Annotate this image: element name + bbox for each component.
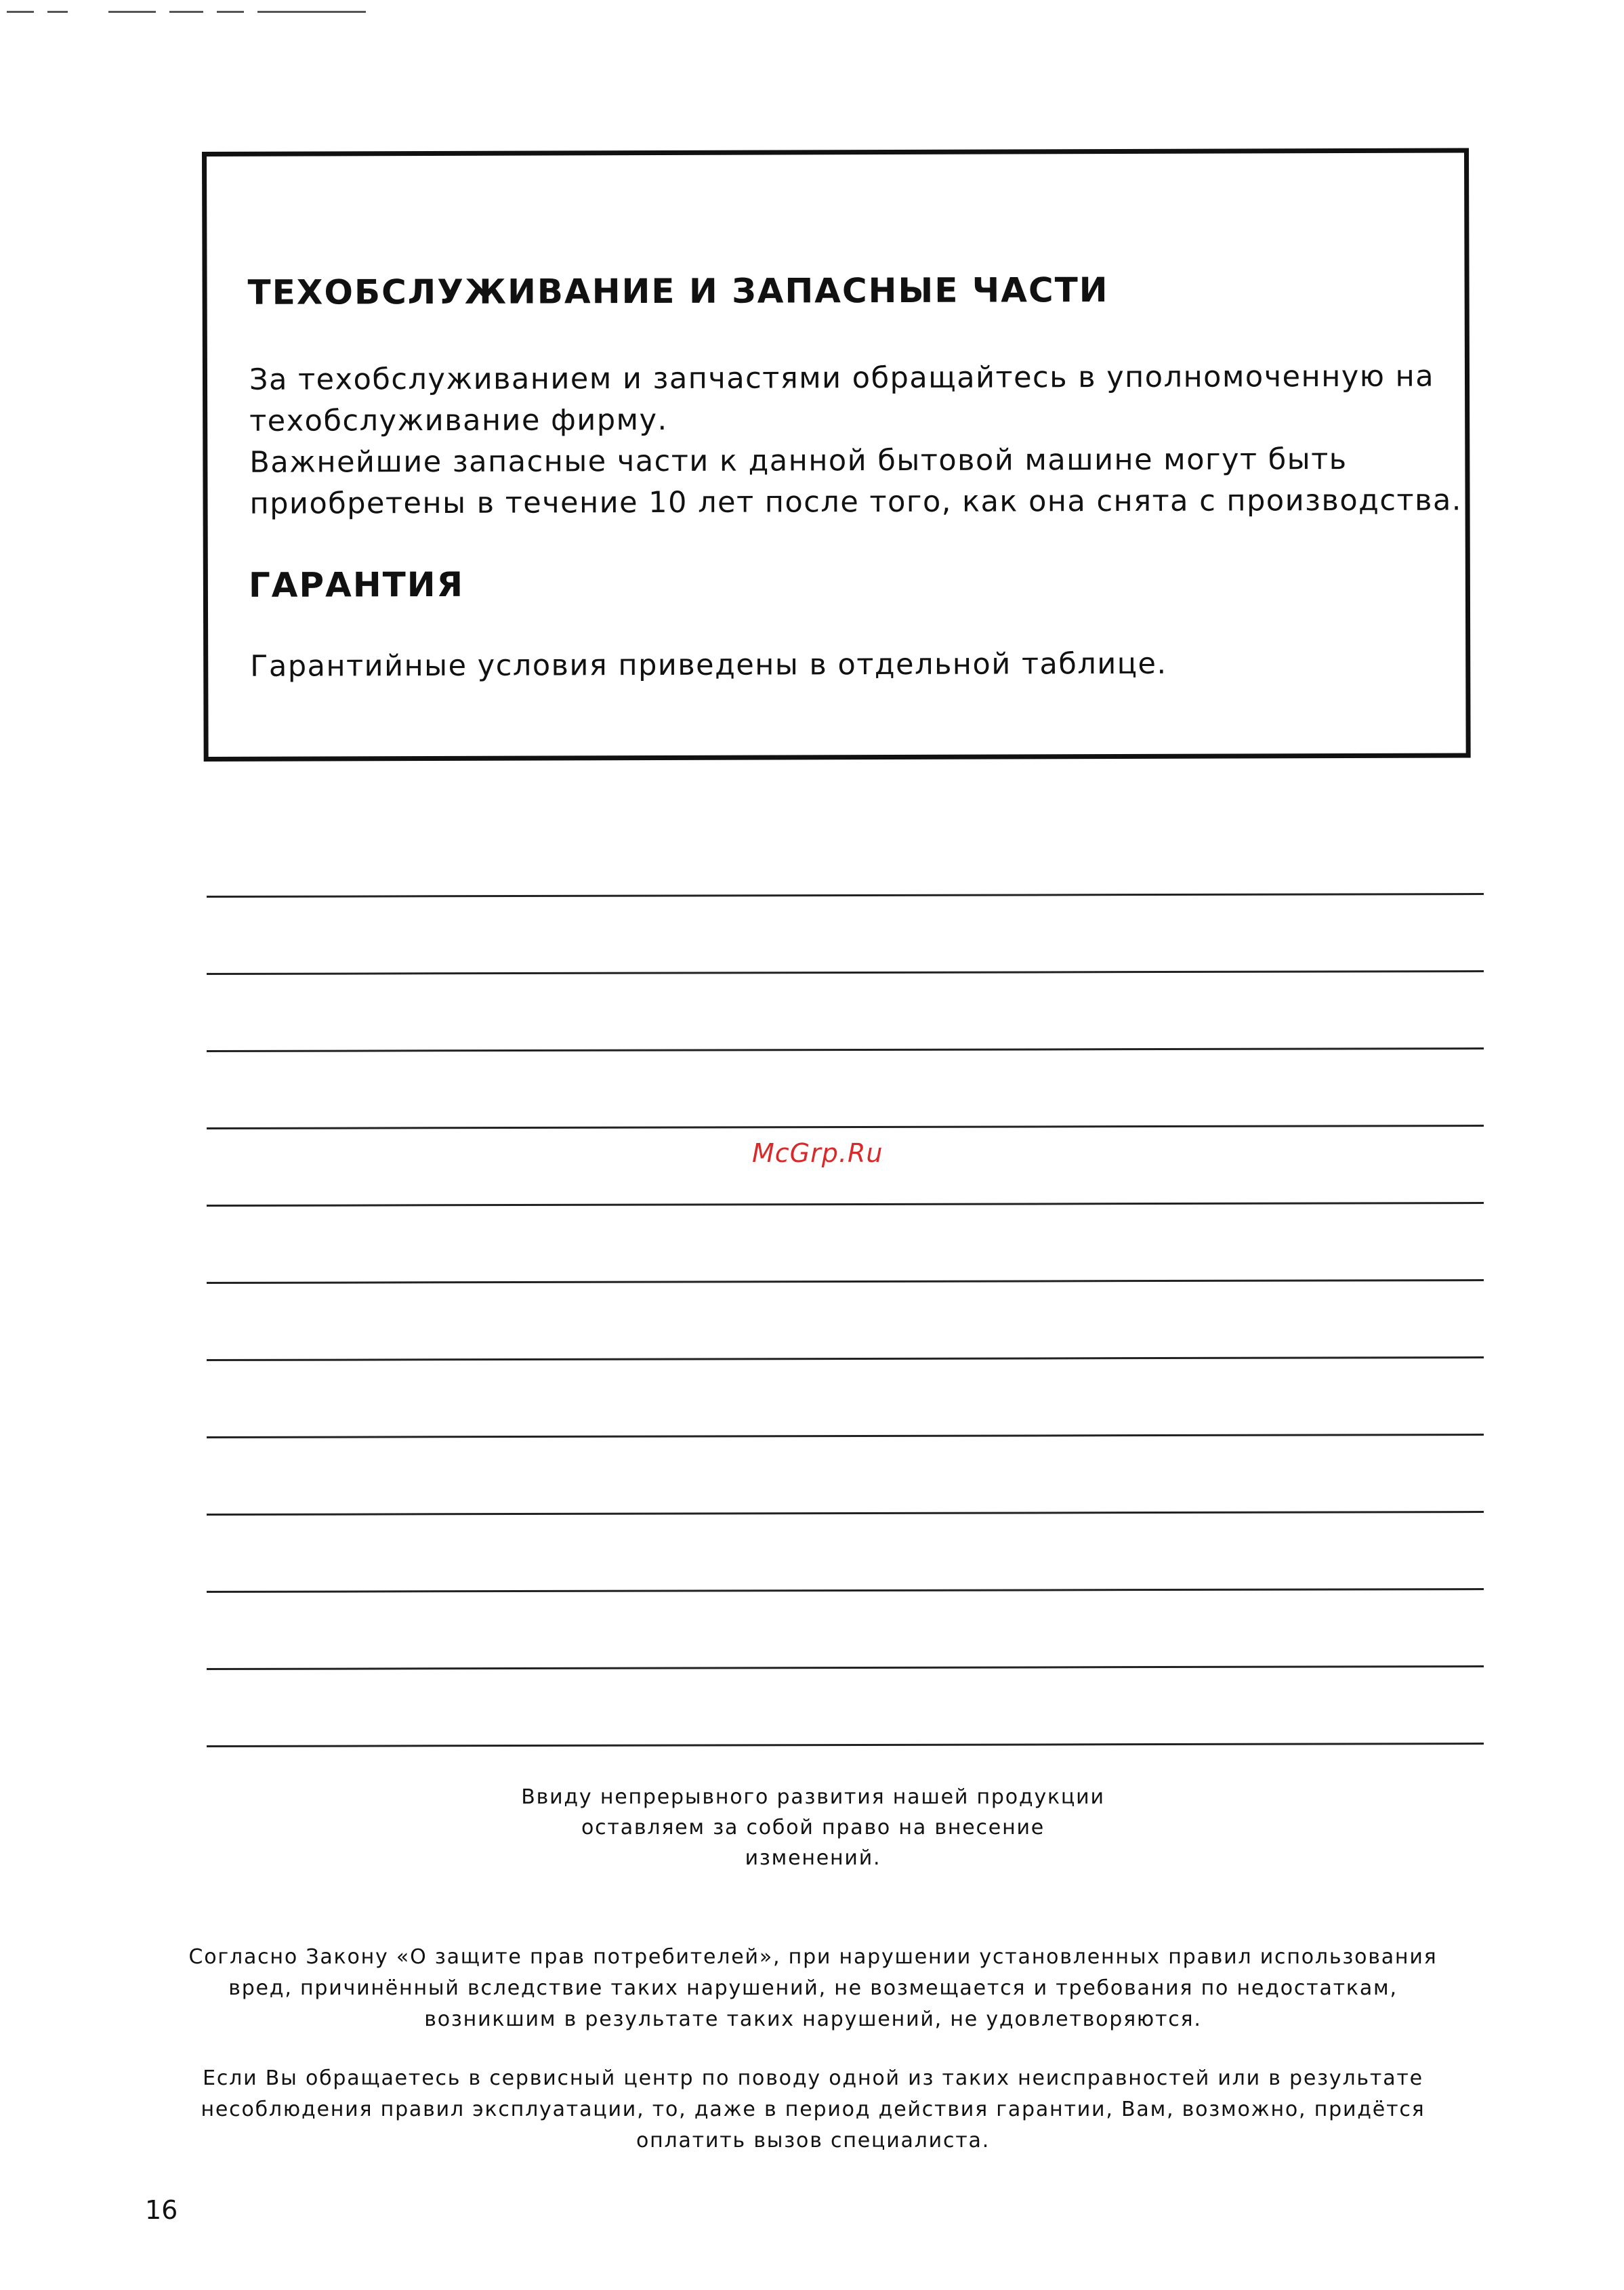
blank-note-line [207,1665,1484,1670]
watermark: McGrp.Ru [752,1138,883,1168]
blank-note-line [207,893,1484,898]
service-call-notice [169,2063,1457,2157]
consumer-law-line: вред, причинённый вследствие таких нарушений, не возмещается и требования по недостаткам, [228,1976,1398,2000]
blank-note-line [207,1588,1484,1593]
development-notice-line: Ввиду непрерывного развития нашей продукции [521,1785,1105,1809]
blank-note-line [207,1125,1484,1129]
blank-note-line [207,1279,1484,1284]
service-paragraph [249,356,1462,524]
blank-note-line [207,970,1484,975]
consumer-law-line: Согласно Закону «О защите прав потребителей», при нарушении установленных правил использования [188,1945,1438,1969]
development-notice-line: изменений. [745,1846,881,1870]
page-number: 16 [145,2195,178,2225]
warranty-text: Гарантийные условия приведены в отдельной таблице. [250,646,1167,684]
blank-note-line [207,1743,1484,1747]
development-notice-line: оставляем за собой право на внесение [581,1816,1045,1839]
service-heading: ТЕХОБСЛУЖИВАНИЕ И ЗАПАСНЫЕ ЧАСТИ [247,270,1109,312]
scan-artifact [7,11,34,13]
scan-artifact [169,11,203,13]
blank-note-line [207,1047,1484,1052]
scan-artifact [47,11,68,13]
consumer-law-line: возникшим в результате таких нарушений, не удовлетворяются. [424,2007,1202,2031]
development-notice [474,1782,1152,1873]
scan-artifact [108,11,156,13]
service-line: Важнейшие запасные части к данной бытовой машине могут быть [249,442,1348,480]
scan-artifact [217,11,244,13]
blank-note-line [207,1356,1484,1361]
blank-note-line [207,1434,1484,1438]
service-call-line: несоблюдения правил эксплуатации, то, даже в период действия гарантии, Вам, возможно, придётся [201,2098,1425,2121]
service-line: За техобслуживанием и запчастями обращайтесь в уполномоченную на [249,359,1435,397]
consumer-law-notice [169,1942,1457,2035]
scan-artifact [257,11,366,13]
blank-note-line [207,1511,1484,1516]
service-call-line: Если Вы обращаетесь в сервисный центр по поводу одной из таких неисправностей или в результате [203,2066,1423,2090]
service-call-line: оплатить вызов специалиста. [636,2129,991,2152]
warranty-heading: ГАРАНТИЯ [248,564,465,605]
blank-note-line [207,1202,1484,1207]
service-line: приобретены в течение 10 лет после того, как она снята с производства. [249,483,1462,521]
service-line: техобслуживание фирму. [249,402,668,438]
service-warranty-box [202,148,1471,762]
